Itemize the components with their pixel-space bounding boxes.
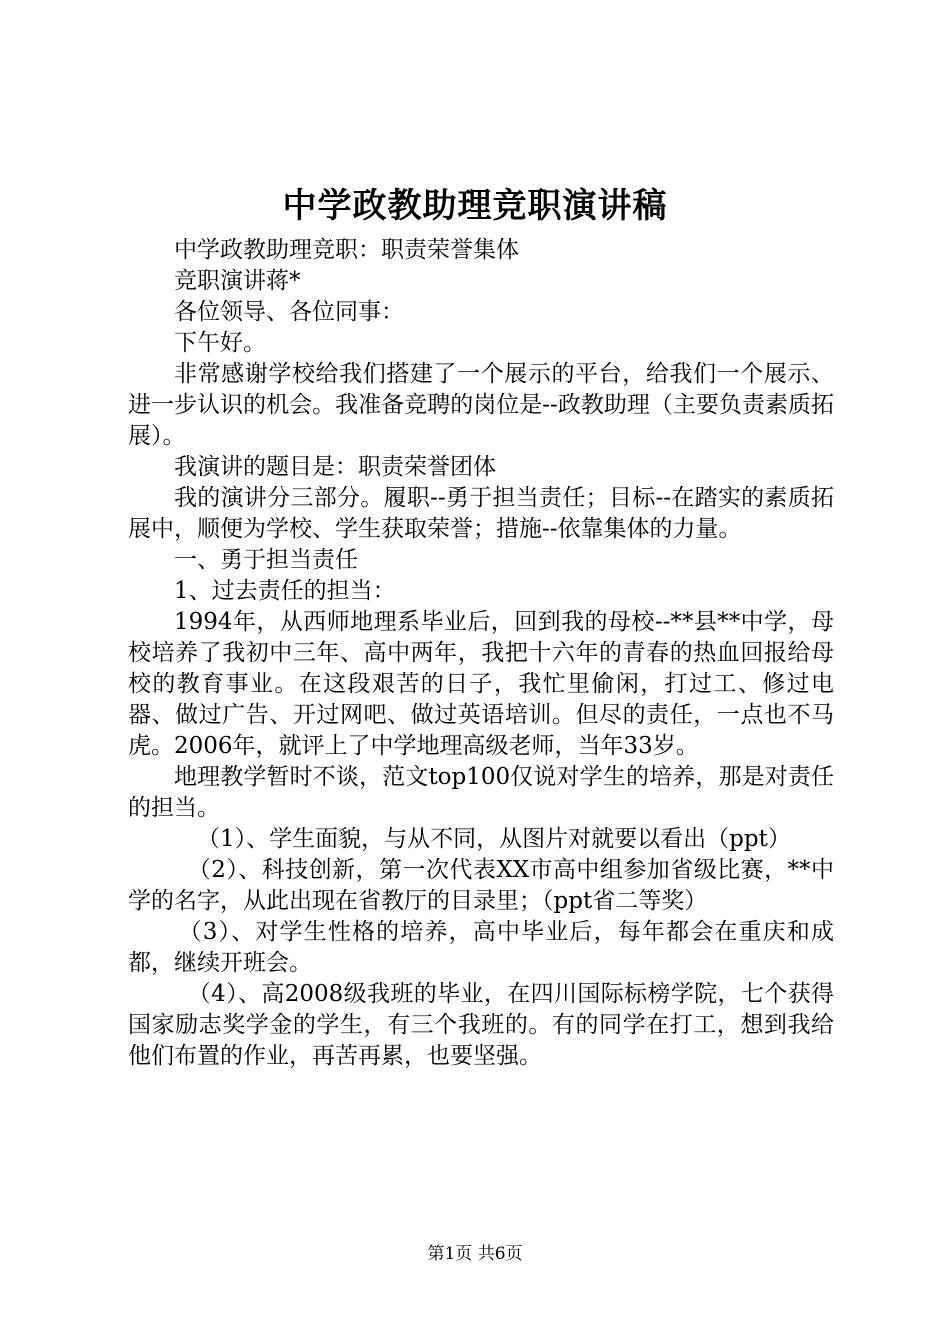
paragraph: 中学政教助理竞职：职责荣誉集体 xyxy=(174,237,519,263)
list-item: （4）、高2008级我班的毕业，在四川国际标榜学院，七个获得国家励志奖学金的学生，有三个我班的。有的同学在打工，想到我给他们布置的作业，再苦再累，也要坚强。 xyxy=(128,981,834,1069)
section-heading: 一、勇于担当责任 xyxy=(174,547,358,573)
list-item: （3）、对学生性格的培养，高中毕业后，每年都会在重庆和成都，继续开班会。 xyxy=(128,919,834,976)
document-body xyxy=(128,235,834,1072)
paragraph: 我演讲的题目是：职责荣誉团体 xyxy=(174,454,496,480)
paragraph: 各位领导、各位同事： xyxy=(174,299,404,325)
paragraph: 下午好。 xyxy=(174,330,266,356)
list-item: （2）、科技创新，第一次代表XX市高中组参加省级比赛，**中学的名字，从此出现在省教厅的目录里；（ppt省二等奖） xyxy=(128,857,834,914)
list-item: （1）、学生面貌，与从不同，从图片对就要以看出（ppt） xyxy=(197,826,791,852)
paragraph: 1994年，从西师地理系毕业后，回到我的母校--**县**中学，母校培养了我初中三年、高中两年，我把十六年的青春的热血回报给母校的教育事业。在这段艰苦的日子，我忙里偷闲，打过工、修过电器、做过广告、开过网吧、做过英语培训。但尽的责任，一点也不马虎。2006年，就评上了中学地理高级老师，当年33岁。 xyxy=(128,609,834,759)
paragraph: 竞职演讲蒋* xyxy=(174,268,301,294)
subsection-heading: 1、过去责任的担当： xyxy=(174,578,396,604)
paragraph: 我的演讲分三部分。履职--勇于担当责任；目标--在踏实的素质拓展中，顺便为学校、学生获取荣誉；措施--依靠集体的力量。 xyxy=(128,485,834,542)
document-title: 中学政教助理竞职演讲稿 xyxy=(282,186,668,226)
page-footer: 第1页 共6页 xyxy=(427,1244,523,1264)
paragraph: 非常感谢学校给我们搭建了一个展示的平台，给我们一个展示、进一步认识的机会。我准备竞聘的岗位是--政教助理（主要负责素质拓展）。 xyxy=(128,361,834,449)
paragraph: 地理教学暂时不谈，范文top100仅说对学生的培养，那是对责任的担当。 xyxy=(128,764,834,821)
